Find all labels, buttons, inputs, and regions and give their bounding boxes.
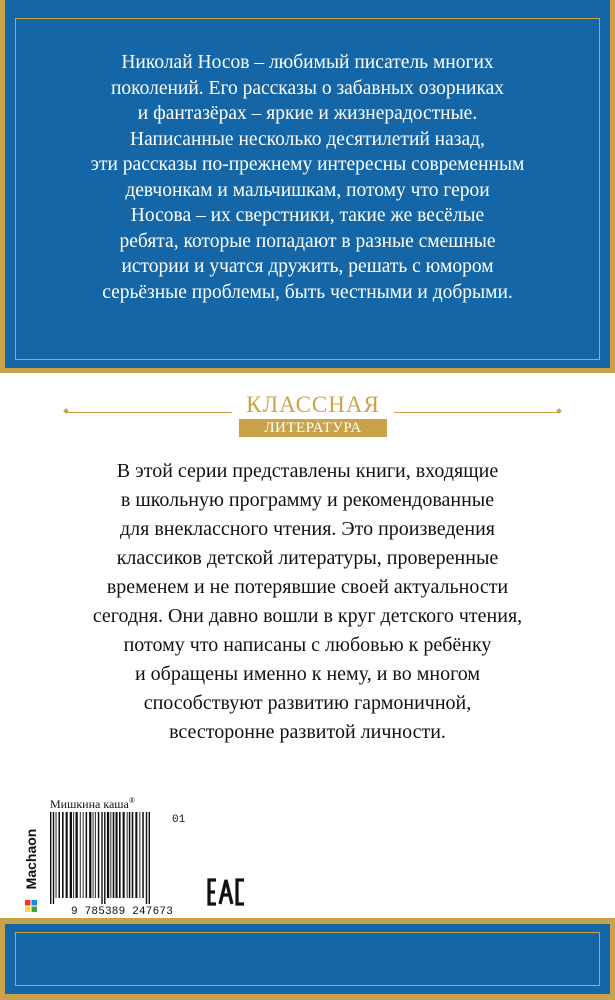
annotation-panel — [0, 0, 615, 373]
series-description-line: классиков детской литературы, проверенные — [116, 547, 499, 569]
barcode-bar — [113, 812, 115, 898]
annotation-line: истории и учатся дружить, решать с юмором — [121, 256, 494, 277]
barcode-bar — [104, 812, 105, 904]
barcode-bar — [132, 812, 134, 898]
series-logo — [0, 392, 615, 442]
series-description-line: в школьную программу и рекомендованные — [120, 489, 495, 511]
barcode-bar — [127, 812, 128, 898]
eac-certification-mark — [207, 877, 245, 907]
barcode-bar — [86, 812, 88, 898]
barcode-bar — [98, 812, 100, 898]
barcode-bar — [66, 812, 68, 898]
brand-name: Мишкина каша — [50, 797, 129, 811]
publisher-squares-icon — [25, 900, 37, 912]
series-description-line: В этой серии представлены книги, входящие — [116, 460, 499, 482]
series-subtitle: ЛИТЕРАТУРА — [239, 419, 387, 437]
barcode-bar — [89, 812, 91, 898]
barcode-bar — [142, 812, 144, 898]
book-annotation — [15, 50, 600, 305]
bottom-panel — [0, 918, 615, 1000]
annotation-line: Николай Носов – любимый писатель многих — [121, 52, 494, 73]
barcode-bar — [93, 812, 94, 898]
barcode-bar — [95, 812, 96, 898]
barcode-bar — [123, 812, 125, 898]
registered-mark: ® — [128, 796, 135, 805]
barcode-bar — [73, 812, 74, 898]
barcode-bar — [50, 812, 51, 904]
barcode-bar — [70, 812, 72, 898]
barcode-bar — [149, 812, 150, 904]
series-description-line: сегодня. Они давно вошли в круг детского чтения, — [92, 605, 523, 627]
annotation-line: ребята, которые попадают в разные смешные — [119, 230, 496, 252]
barcode-bar — [59, 812, 61, 898]
publisher-name: Machaon — [23, 828, 39, 890]
brand-trademark — [50, 796, 135, 812]
barcode-bar — [76, 812, 78, 898]
barcode-bar — [119, 812, 121, 898]
series-description-line: потому что написаны с любовью к ребёнку — [123, 634, 492, 656]
bottom-panel-frame — [15, 932, 600, 986]
barcode-bars — [48, 812, 172, 904]
series-title: КЛАССНАЯ — [246, 392, 380, 417]
barcode-bar — [56, 812, 57, 898]
barcode-bar — [146, 812, 147, 904]
barcode-bar — [129, 812, 131, 898]
series-divider-left — [66, 412, 232, 413]
annotation-line: серьёзные проблемы, быть честными и добрыми. — [102, 281, 513, 303]
annotation-line: девчонкам и мальчишкам, потому что герои — [125, 179, 490, 201]
series-divider-right — [394, 412, 559, 413]
barcode-addon: 01 — [172, 814, 186, 826]
annotation-line: поколений. Его рассказы о забавных озорниках — [110, 77, 505, 99]
series-description-line: временем и не потерявшие своей актуальности — [106, 576, 509, 598]
publisher-logo — [20, 814, 42, 914]
barcode-bar — [107, 812, 109, 898]
barcode-bar — [110, 812, 111, 898]
barcode-bar — [53, 812, 54, 904]
barcode-number: 9 785389 247673 — [70, 906, 174, 918]
barcode-bar — [62, 812, 64, 898]
series-description-line: и обращены именно к нему, и во многом — [134, 663, 481, 685]
annotation-line: Носова – их сверстники, такие же весёлые — [130, 205, 485, 226]
annotation-line: эти рассказы по-прежнему интересны современным — [90, 154, 525, 175]
barcode-bar — [83, 812, 84, 898]
barcode-bar — [116, 812, 118, 898]
barcode-bar — [80, 812, 81, 898]
series-description — [0, 457, 615, 747]
annotation-line: Написанные несколько десятилетий назад, — [130, 128, 485, 150]
barcode-bar — [101, 812, 102, 904]
series-description-line: для внеклассного чтения. Это произведения — [120, 518, 495, 540]
barcode-bar — [135, 812, 137, 898]
barcode-bar — [139, 812, 140, 898]
series-description-line: способствуют развитию гармоничной, — [143, 692, 472, 714]
series-description-line: всесторонне развитой личности. — [169, 721, 446, 743]
annotation-line: и фантазёрах – яркие и жизнерадостные. — [137, 103, 478, 124]
